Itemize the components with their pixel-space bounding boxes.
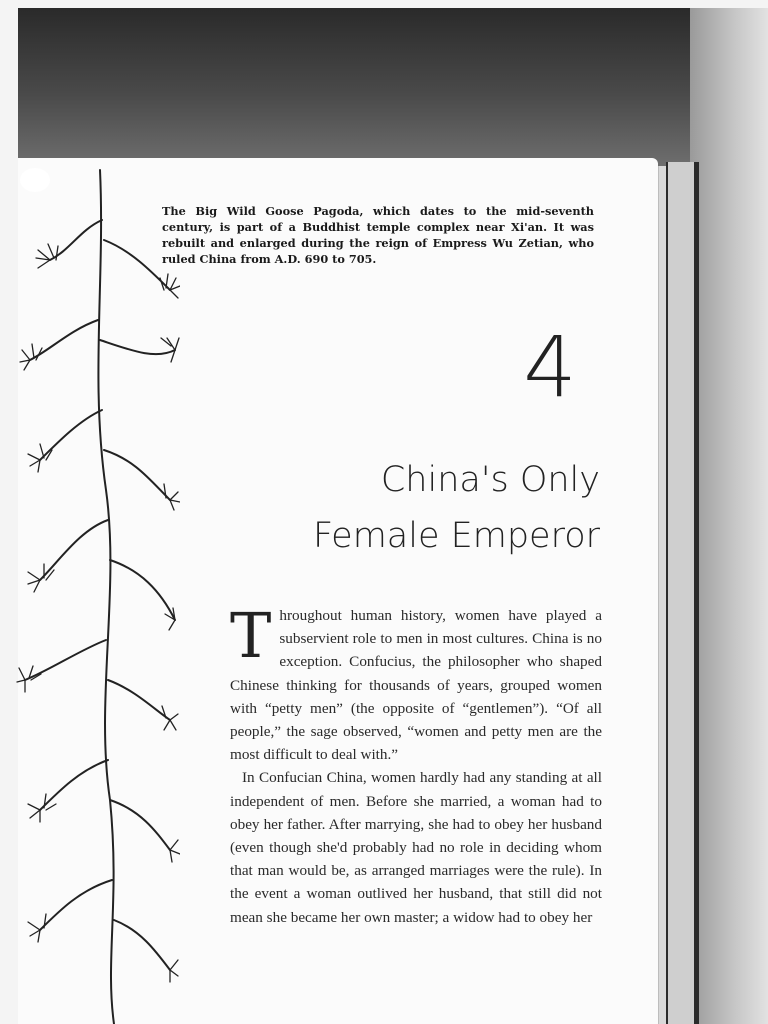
binder-hole (20, 168, 50, 192)
book-cover-edge (666, 162, 699, 1024)
paragraph-1 (230, 599, 602, 766)
paragraph-1-text: hroughout human history, women have played a subservient role to men in most cultures. China is no exception. Confucius, the philosopher who shaped Chinese thinking for thousands of years, grouped women with “petty men” (the opposite of “gentlemen”). “Of all people,” the sage observed, “women and petty men are the most difficult to deal with.” (230, 607, 602, 764)
bamboo-branch-illustration (10, 160, 180, 1024)
chapter-title-line-1: China's Only (380, 460, 600, 500)
chapter-title (230, 452, 600, 564)
paragraph-2: In Confucian China, women hardly had any standing at all independent of men. Before she married, a woman had to obey her father. After marrying, she had to obey her husband (even though she'd probably had no role in deciding whom that man would be, as arranged marriages were the rule). In the event a woman outlived her husband, that still did not mean she became her own master; a widow had to obey her (230, 769, 602, 926)
photo-caption: The Big Wild Goose Pagoda, which dates to the mid-seventh century, is part of a Buddhist temple complex near Xi'an. It was rebuilt and enlarged during the reign of Empress Wu Zetian, who ruled China from A.D. 690 to 705. (162, 204, 594, 266)
scan-background-right (690, 8, 768, 1024)
chapter-number: 4 (523, 318, 577, 416)
body-text (230, 599, 602, 929)
scan-background-top (18, 8, 750, 166)
chapter-title-line-2: Female Emperor (312, 516, 600, 556)
drop-cap: T (230, 599, 272, 672)
